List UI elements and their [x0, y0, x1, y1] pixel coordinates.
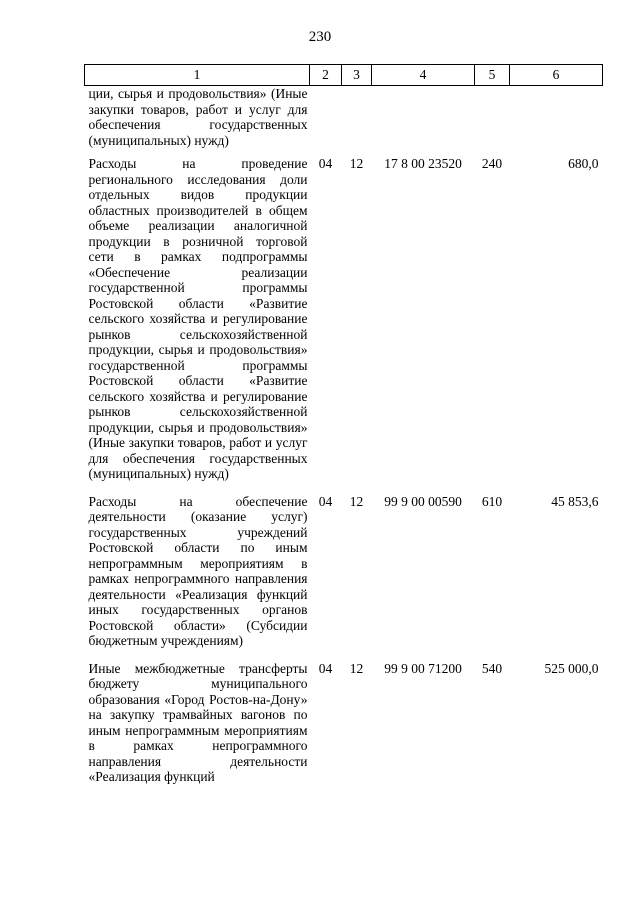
column-header-expense-type: 5 [475, 65, 510, 86]
budget-table [84, 64, 603, 797]
row-expense-type: 540 [481, 660, 503, 676]
row-section: 04 [318, 660, 333, 676]
column-header-target-article: 4 [372, 65, 475, 86]
row-description: ции, сырья и продовольствия» (Иные закупки товаров, работ и услуг для обеспечения государственных (муниципальных) нужд) [88, 86, 308, 148]
row-subsection [342, 86, 372, 157]
row-target-article: 17 8 00 23520 [384, 156, 462, 171]
row-subsection: 12 [349, 156, 364, 171]
column-header-amount: 6 [510, 65, 603, 86]
column-header-section: 2 [310, 65, 342, 86]
row-amount: 45 853,6 [551, 493, 599, 509]
page-number: 230 [308, 29, 332, 45]
row-amount: 525 000,0 [544, 660, 599, 676]
row-section [310, 86, 342, 157]
row-description: Расходы на обеспечение деятельности (оказание услуг) государственных учреждений Ростовской области по иным непрограммным мероприятиям в рамках непрограммного направления деятельности «Реализация функций иных государственных органов Ростовской области» (Субсидии бюджетным учреждениям) [88, 493, 308, 648]
table-row [85, 86, 603, 157]
column-header-description: 1 [85, 65, 310, 86]
row-description: Иные межбюджетные трансферты бюджету муниципального образования «Город Ростов-на-Дону» на закупку трамвайных вагонов по иным непрограммным мероприятиям в рамках непрограммного направления деятельности «Реализация функций [88, 660, 308, 784]
row-expense-type: 610 [481, 493, 503, 509]
row-target-article: 99 9 00 71200 [384, 660, 462, 676]
table-header-row [85, 65, 603, 86]
row-expense-type: 240 [481, 156, 503, 171]
row-amount: 680,0 [568, 156, 599, 171]
column-header-subsection: 3 [342, 65, 372, 86]
row-subsection: 12 [349, 493, 364, 509]
row-section: 04 [318, 493, 333, 509]
table-row [85, 156, 603, 494]
table-row [85, 661, 603, 797]
table-row [85, 494, 603, 661]
row-amount [510, 86, 603, 157]
row-subsection: 12 [349, 660, 364, 676]
row-section: 04 [318, 156, 333, 171]
row-target-article [372, 86, 475, 157]
row-target-article: 99 9 00 00590 [384, 493, 462, 509]
row-expense-type [475, 86, 510, 157]
row-description: Расходы на проведение регионального исследования доли отдельных видов продукции областных производителей в общем объеме реализации аналогичной продукции в розничной торговой сети в рамках подпрограммы «Обеспечение реализации государственной программы Ростовской области «Развитие сельского хозяйства и регулирование рынков сельскохозяйственной продукции, сырья и продовольствия» государственной программы Ростовской области «Развитие сельского хозяйства и регулирование рынков сельскохозяйственной продукции, сырья и продовольствия» (Иные закупки товаров, работ и услуг для обеспечения государственных (муниципальных) нужд) [88, 156, 308, 481]
